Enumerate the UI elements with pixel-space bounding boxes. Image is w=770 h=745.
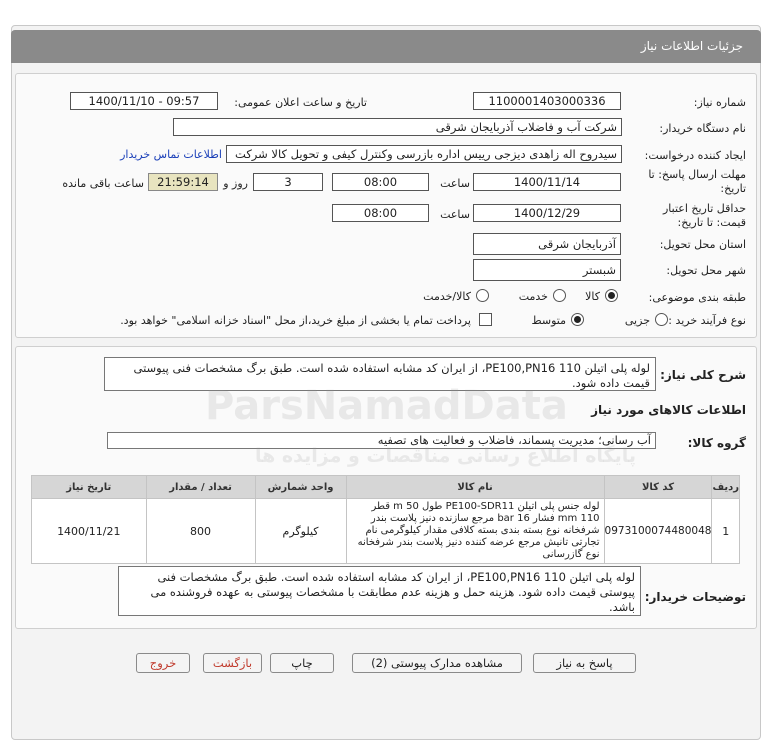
- process-label: نوع فرآیند خرید :: [668, 314, 746, 327]
- city-label: شهر محل تحویل:: [666, 264, 746, 277]
- col-date: تاریخ نیاز: [32, 476, 147, 499]
- process-option-minor: جزیی: [624, 314, 650, 327]
- summary-label: شرح کلی نیاز:: [660, 368, 746, 382]
- contact-link[interactable]: اطلاعات تماس خریدار: [120, 148, 222, 161]
- items-table: [31, 475, 740, 564]
- validity-label-2: قیمت: تا تاریخ:: [677, 216, 746, 229]
- buyer-org-field: شرکت آب و فاضلاب آذربایجان شرقی: [173, 118, 622, 136]
- table-row: [32, 499, 740, 564]
- announce-label: تاریخ و ساعت اعلان عمومی:: [234, 96, 367, 109]
- validity-date-field: 1400/12/29: [473, 204, 621, 222]
- row-code: 0973100074480048: [604, 499, 712, 564]
- deadline-time-field: 08:00: [332, 173, 429, 191]
- col-code: کد کالا: [604, 476, 712, 499]
- need-number-field: 1100001403000336: [473, 92, 621, 110]
- reply-button[interactable]: پاسخ به نیاز: [533, 653, 636, 673]
- buyer-notes-label: توضیحات خریدار:: [644, 590, 746, 604]
- goods-info-title: اطلاعات کالاهای مورد نیاز: [591, 403, 746, 417]
- process-radio-minor[interactable]: [655, 313, 668, 326]
- remaining-label: ساعت باقی مانده: [62, 177, 144, 190]
- category-radio-service[interactable]: [553, 289, 566, 302]
- validity-time-label: ساعت: [440, 208, 470, 221]
- col-qty: تعداد / مقدار: [146, 476, 255, 499]
- buyer-notes-text: لوله پلی اتیلن 110 PE100,PN16، از ایران کد مشابه استفاده شده است. طبق برگ مشخصات فنی پیوستی قیمت داده شود. هزینه حمل و هزینه عدم مطابقت با مشخصات پیوستی به عهده فروشنده می باشد.: [118, 566, 641, 616]
- province-field: آذربایجان شرقی: [473, 233, 621, 255]
- treasury-note: پرداخت تمام یا بخشی از مبلغ خرید،از محل "اسناد خزانه اسلامی" خواهد بود.: [120, 314, 471, 327]
- row-date: 1400/11/21: [32, 499, 147, 564]
- watermark-sub: پایگاه اطلاع رسانی مناقصات و مزایده ها: [255, 445, 637, 467]
- category-option-service: خدمت: [518, 290, 548, 303]
- window-title: جزئیات اطلاعات نیاز: [640, 39, 743, 53]
- buyer-org-label: نام دستگاه خریدار:: [659, 122, 746, 135]
- row-unit: کیلوگرم: [255, 499, 346, 564]
- validity-label: حداقل تاریخ اعتبار: [662, 202, 746, 215]
- window-titlebar: [11, 30, 761, 63]
- remaining-time-field: 21:59:14: [148, 173, 218, 191]
- summary-text: لوله پلی اتیلن 110 PE100,PN16، از ایران کد مشابه استفاده شده است. طبق برگ مشخصات فنی پیوستی قیمت داده شود.: [104, 357, 656, 391]
- process-option-medium: متوسط: [531, 314, 566, 327]
- category-radio-goods[interactable]: [605, 289, 618, 302]
- category-option-goods: کالا: [585, 290, 600, 303]
- attachments-button[interactable]: مشاهده مدارک پیوستی (2): [352, 653, 522, 673]
- days-label: روز و: [223, 177, 248, 190]
- province-label: استان محل تحویل:: [659, 238, 746, 251]
- deadline-label-2: تاریخ:: [720, 182, 746, 195]
- requester-label: ایجاد کننده درخواست:: [644, 149, 746, 162]
- goods-group-label: گروه کالا:: [687, 436, 746, 450]
- back-button[interactable]: بازگشت: [203, 653, 262, 673]
- goods-group-field: آب رسانی؛ مدیریت پسماند، فاضلاب و فعالیت های تصفیه: [107, 432, 656, 449]
- row-index: 1: [712, 499, 740, 564]
- col-name: نام کالا: [346, 476, 604, 499]
- announce-field: 1400/11/10 - 09:57: [70, 92, 218, 110]
- print-button[interactable]: چاپ: [270, 653, 334, 673]
- watermark-brand: ParsNamadData: [205, 383, 568, 429]
- deadline-date-field: 1400/11/14: [473, 173, 621, 191]
- row-qty: 800: [146, 499, 255, 564]
- col-unit: واحد شمارش: [255, 476, 346, 499]
- need-number-label: شماره نیاز:: [693, 96, 746, 109]
- exit-button[interactable]: خروج: [136, 653, 190, 673]
- validity-time-field: 08:00: [332, 204, 429, 222]
- days-field: 3: [253, 173, 323, 191]
- row-name: لوله جنس پلی اتیلن PE100-SDR11 طول m 50 قطر 110 mm فشار 16 bar مرجع سازنده دنیز پلاست بندر شرفخانه نوع بسته بندی بسته کلافی مقدار کیلوگرمی نام تجارتی تانیش مرجع عرضه کننده دنیز پلاست بندر شرفخانه نوع گازرسانی: [346, 499, 604, 564]
- requester-field: سیدروح اله زاهدی دیزجی رییس اداره بازرسی وکنترل کیفی و تحویل کالا شرکت: [226, 145, 622, 163]
- category-label: طبقه بندی موضوعی:: [648, 291, 746, 304]
- city-field: شبستر: [473, 259, 621, 281]
- deadline-time-label: ساعت: [440, 177, 470, 190]
- process-radio-medium[interactable]: [571, 313, 584, 326]
- treasury-checkbox[interactable]: [479, 313, 492, 326]
- category-radio-both[interactable]: [476, 289, 489, 302]
- col-index: ردیف: [712, 476, 740, 499]
- category-option-both: کالا/خدمت: [423, 290, 471, 303]
- deadline-label: مهلت ارسال پاسخ: تا: [648, 168, 746, 181]
